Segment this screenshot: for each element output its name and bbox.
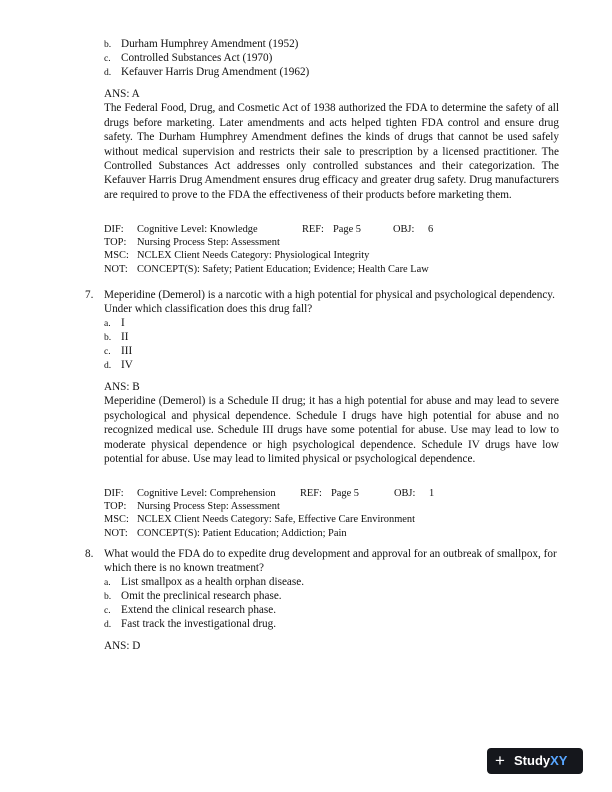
- answer-label: ANS: A: [104, 88, 140, 100]
- q6-metadata: [104, 223, 564, 276]
- dif-label: DIF:: [104, 224, 124, 235]
- meta-dif-row: [104, 223, 564, 236]
- top-value: Nursing Process Step: Assessment: [137, 237, 280, 249]
- q6-answer-block: [104, 87, 559, 202]
- rationale-text: Meperidine (Demerol) is a Schedule II drug; it has a high potential for abuse and may lead to severe psychological and physical dependence. Schedule I drugs have high potential for abuse and no recognized medical use. Schedule III drugs have some potential for abuse. Use may lead to low to moderate physical dependence or high psychological dependence. Schedule IV drugs have low potential for abuse. Use may lead to limited physical or psychological dependence.: [104, 395, 559, 466]
- ref-value: Page 5: [333, 224, 361, 235]
- ref-label: REF:: [300, 488, 322, 499]
- option-text: III: [121, 345, 133, 357]
- dif-value: Cognitive Level: Comprehension: [137, 488, 276, 499]
- q7-option-d: [104, 358, 133, 373]
- plus-icon: +: [495, 751, 505, 770]
- option-letter: c.: [104, 605, 111, 616]
- meta-top-row: [104, 500, 564, 513]
- meta-msc-row: [104, 513, 564, 526]
- meta-top-row: [104, 236, 564, 249]
- q8-number: 8.: [85, 548, 94, 560]
- q8-option-d: [104, 617, 276, 632]
- top-value: Nursing Process Step: Assessment: [137, 501, 280, 513]
- option-text: IV: [121, 359, 133, 371]
- q6-option-d: [104, 65, 309, 80]
- msc-label: MSC:: [104, 514, 129, 526]
- brand-prefix: Study: [514, 753, 551, 768]
- option-letter: c.: [104, 346, 111, 357]
- option-letter: b.: [104, 332, 112, 343]
- msc-value: NCLEX Client Needs Category: Physiological Integrity: [137, 250, 370, 262]
- q7-number: 7.: [85, 289, 94, 301]
- obj-label: OBJ:: [394, 488, 416, 499]
- option-letter: d.: [104, 619, 112, 630]
- option-letter: d.: [104, 360, 112, 371]
- option-text: Kefauver Harris Drug Amendment (1962): [121, 66, 310, 78]
- option-letter: b.: [104, 39, 112, 50]
- not-value: CONCEPT(S): Safety; Patient Education; Evidence; Health Care Law: [137, 263, 429, 275]
- dif-value: Cognitive Level: Knowledge: [137, 224, 258, 235]
- meta-msc-row: [104, 249, 564, 262]
- answer-label: ANS: B: [104, 381, 140, 393]
- option-letter: a.: [104, 318, 111, 329]
- option-text: Omit the preclinical research phase.: [121, 590, 282, 602]
- option-text: I: [121, 317, 125, 329]
- not-value: CONCEPT(S): Patient Education; Addiction; Pain: [137, 527, 347, 539]
- option-text: II: [121, 331, 129, 343]
- rationale-text: The Federal Food, Drug, and Cosmetic Act of 1938 authorized the FDA to determine the safety of all drugs before marketing. Later amendments and acts helped tighten FDA control and ensure drug safety. The Durham Humphrey Amendment defines the kinds of drugs that cannot be used safely without medical supervision and restricts their sale to prescription by a licensed practitioner. The Controlled Substances Act addresses only controlled substances and their categorization. The Kefauver Harris Drug Amendment ensures drug efficacy and greater drug safety. Drug manufacturers are required to prove to the FDA the effectiveness of their products before marketing them.: [104, 102, 559, 201]
- option-letter: d.: [104, 67, 112, 78]
- option-text: Durham Humphrey Amendment (1952): [121, 38, 299, 50]
- top-label: TOP:: [104, 237, 127, 249]
- studyxy-watermark-badge[interactable]: [487, 748, 583, 774]
- answer-label: ANS: D: [104, 640, 141, 652]
- q7-question-text: Meperidine (Demerol) is a narcotic with a high potential for physical and psychological dependency. Under which classification does this drug fall?: [104, 289, 555, 316]
- option-text: Fast track the investigational drug.: [121, 618, 277, 630]
- q7-answer-block: [104, 380, 559, 466]
- q7-metadata: [104, 487, 564, 540]
- obj-value: 1: [429, 488, 435, 499]
- brand-name: [514, 748, 567, 774]
- option-text: Controlled Substances Act (1970): [121, 52, 273, 64]
- option-letter: a.: [104, 577, 111, 588]
- msc-value: NCLEX Client Needs Category: Safe, Effective Care Environment: [137, 514, 415, 526]
- brand-suffix: XY: [550, 753, 568, 768]
- ref-value: Page 5: [331, 488, 359, 499]
- option-text: Extend the clinical research phase.: [121, 604, 276, 616]
- option-letter: c.: [104, 53, 111, 64]
- msc-label: MSC:: [104, 250, 129, 262]
- not-label: NOT:: [104, 527, 128, 539]
- q8-answer-block: [104, 639, 559, 653]
- not-label: NOT:: [104, 263, 128, 275]
- ref-label: REF:: [302, 224, 324, 235]
- option-text: List smallpox as a health orphan disease.: [121, 576, 304, 588]
- option-letter: b.: [104, 591, 112, 602]
- dif-label: DIF:: [104, 488, 124, 499]
- top-label: TOP:: [104, 501, 127, 513]
- obj-value: 6: [428, 224, 434, 235]
- meta-not-row: [104, 527, 564, 540]
- q8-question-text: What would the FDA do to expedite drug development and approval for an outbreak of smallpox, for which there is no known treatment?: [104, 548, 557, 575]
- meta-not-row: [104, 263, 564, 276]
- meta-dif-row: [104, 487, 564, 500]
- obj-label: OBJ:: [393, 224, 415, 235]
